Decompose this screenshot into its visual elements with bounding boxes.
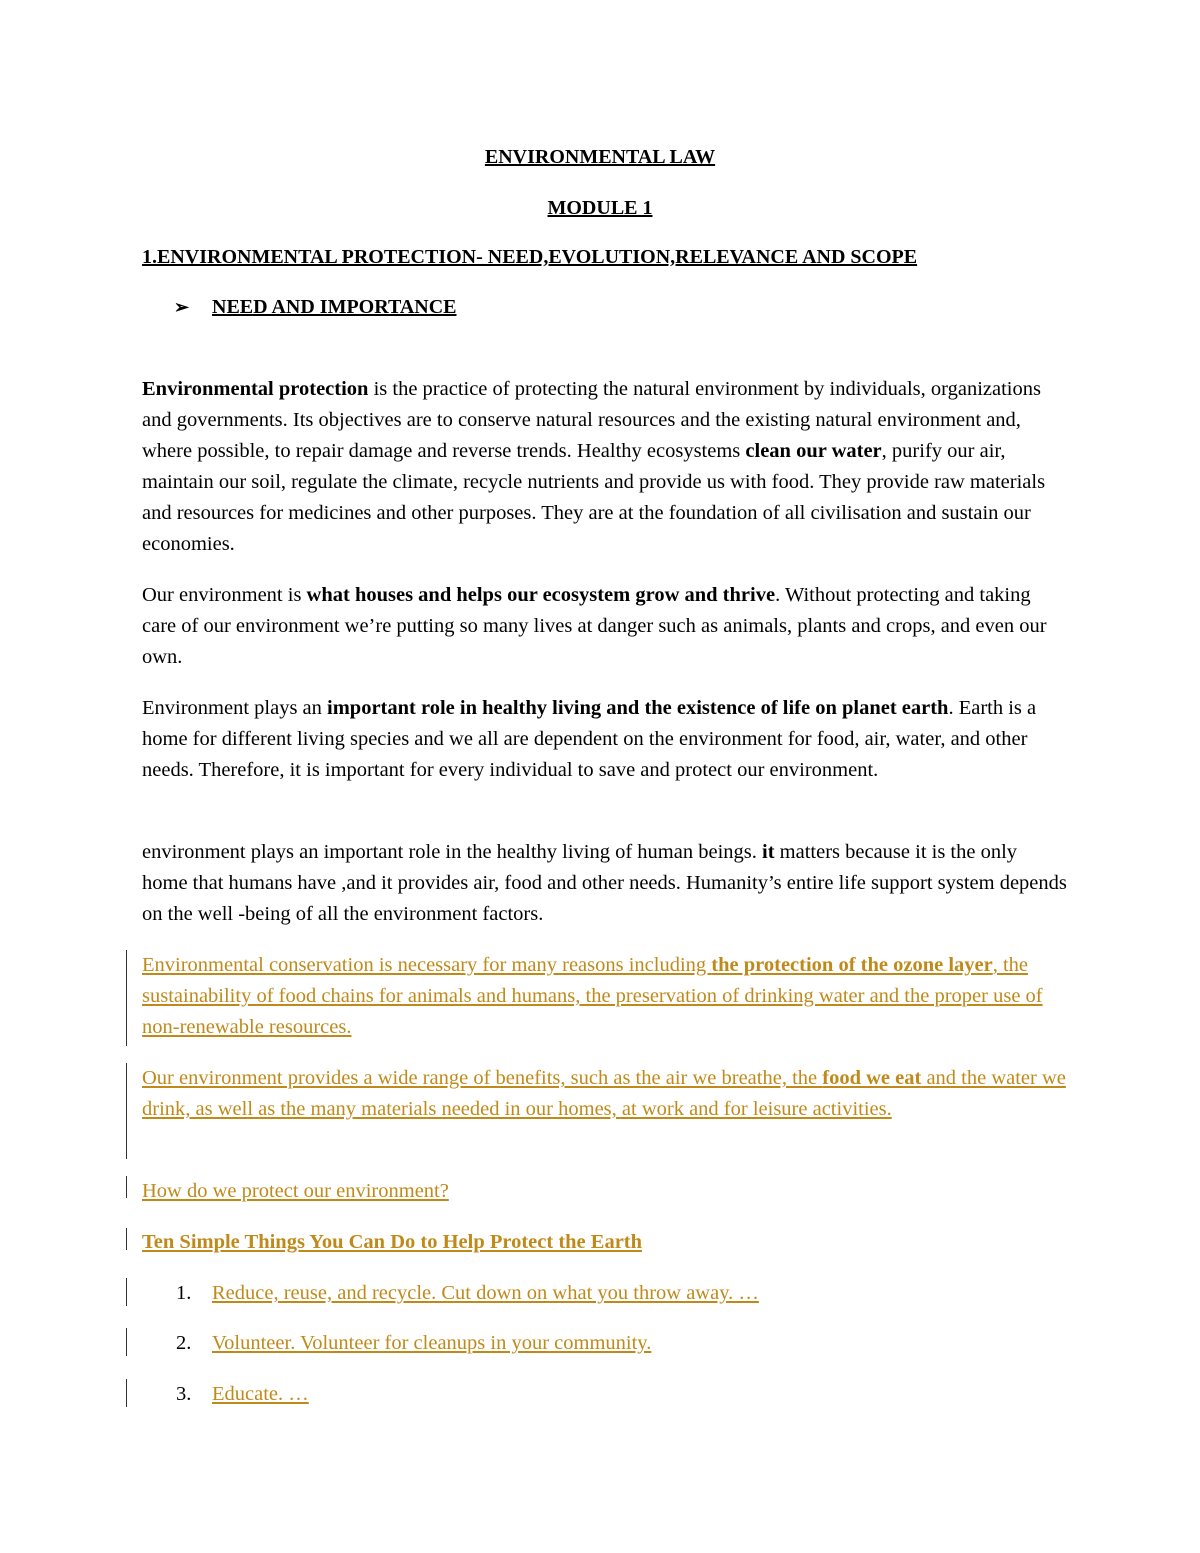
change-bar xyxy=(126,950,127,1046)
bold-term: important role in healthy living and the existence of life on planet earth xyxy=(327,697,949,719)
subheading-ten-things-tracked xyxy=(142,1227,1067,1258)
list-text: Reduce, reuse, and recycle. Cut down on what you throw away. … xyxy=(212,1282,759,1304)
paragraph-our-environment xyxy=(142,580,1067,673)
paragraph-text: , purify our air, maintain our soil, regulate the climate, recycle nutrients and provide us with food. They provide raw materials and resources for medicines and other purposes. They are at the foundation of all civilisation and sustain our economies. xyxy=(142,440,1046,555)
paragraph-question-tracked xyxy=(142,1176,1067,1207)
module-label: MODULE 1 xyxy=(547,197,653,219)
bold-term: food we eat xyxy=(822,1067,922,1089)
list-number: 1. xyxy=(176,1282,192,1304)
paragraph-text: matters because it is the only home that humans have ,and it provides air, food and other needs. Humanity’s entire life support system depends on the well -being of all the environment factors. xyxy=(142,841,1067,925)
paragraph-text: Environmental conservation is necessary for many reasons including xyxy=(142,954,712,976)
paragraph-text: and the water we drink, as well as the many materials needed in our homes, at work and for leisure activities. xyxy=(142,1067,1066,1120)
change-bar xyxy=(126,1328,127,1356)
paragraph-text: environment plays an important role in the healthy living of human beings. xyxy=(142,841,762,863)
bullet-heading-row xyxy=(174,295,457,319)
bullet-heading: NEED AND IMPORTANCE xyxy=(212,296,457,318)
list-item xyxy=(176,1328,651,1359)
paragraph-benefits-tracked xyxy=(142,1063,1067,1125)
paragraph-text: , the sustainability of food chains for animals and humans, the preservation of drinking water and the proper use of non-renewable resources. xyxy=(142,954,1043,1038)
bold-term: clean our water xyxy=(745,440,882,462)
paragraph-text: Our environment provides a wide range of benefits, such as the air we breathe, the xyxy=(142,1067,823,1089)
paragraph-text: . Without protecting and taking care of our environment we’re putting so many lives at danger such as animals, plants and crops, and even our own. xyxy=(142,584,1047,668)
list-text: Volunteer. Volunteer for cleanups in your community. xyxy=(212,1332,652,1354)
bold-term: it xyxy=(762,841,775,863)
bold-term: the protection of the ozone layer xyxy=(711,954,993,976)
paragraph-text: Our environment is xyxy=(142,584,307,606)
change-bar xyxy=(126,1278,127,1306)
list-number: 3. xyxy=(176,1383,192,1405)
paragraph-text: How do we protect our environment? xyxy=(142,1180,449,1202)
list-item xyxy=(176,1379,309,1410)
paragraph-text: Environment plays an xyxy=(142,697,328,719)
document-title: ENVIRONMENTAL LAW xyxy=(484,146,716,168)
paragraph-environment-role xyxy=(142,693,1067,786)
change-bar xyxy=(126,1228,127,1250)
bold-term: Ten Simple Things You Can Do to Help Protect the Earth xyxy=(142,1231,643,1253)
list-item xyxy=(176,1278,759,1309)
bold-term: Environmental protection xyxy=(142,378,369,400)
list-text: Educate. … xyxy=(212,1383,309,1405)
change-bar xyxy=(126,1176,127,1198)
paragraph-conservation-tracked xyxy=(142,950,1067,1043)
arrow-bullet-icon: ➢ xyxy=(174,297,190,317)
change-bar xyxy=(126,1063,127,1159)
paragraph-environmental-protection xyxy=(142,374,1067,560)
paragraph-healthy-living xyxy=(142,837,1067,930)
change-bar xyxy=(126,1379,127,1407)
paragraph-text: . Earth is a home for different living species and we all are dependent on the environment for food, air, water, and other needs. Therefore, it is important for every individual to save and protect our environment. xyxy=(142,697,1037,781)
paragraph-text: is the practice of protecting the natural environment by individuals, organizations and governments. Its objectives are to conserve natural resources and the existing natural environment and, where possible, to repair damage and reverse trends. Healthy ecosystems xyxy=(142,378,1041,462)
section-heading: 1.ENVIRONMENTAL PROTECTION- NEED,EVOLUTION,RELEVANCE AND SCOPE xyxy=(142,246,918,268)
bold-term: what houses and helps our ecosystem grow and thrive xyxy=(306,584,776,606)
list-number: 2. xyxy=(176,1332,192,1354)
